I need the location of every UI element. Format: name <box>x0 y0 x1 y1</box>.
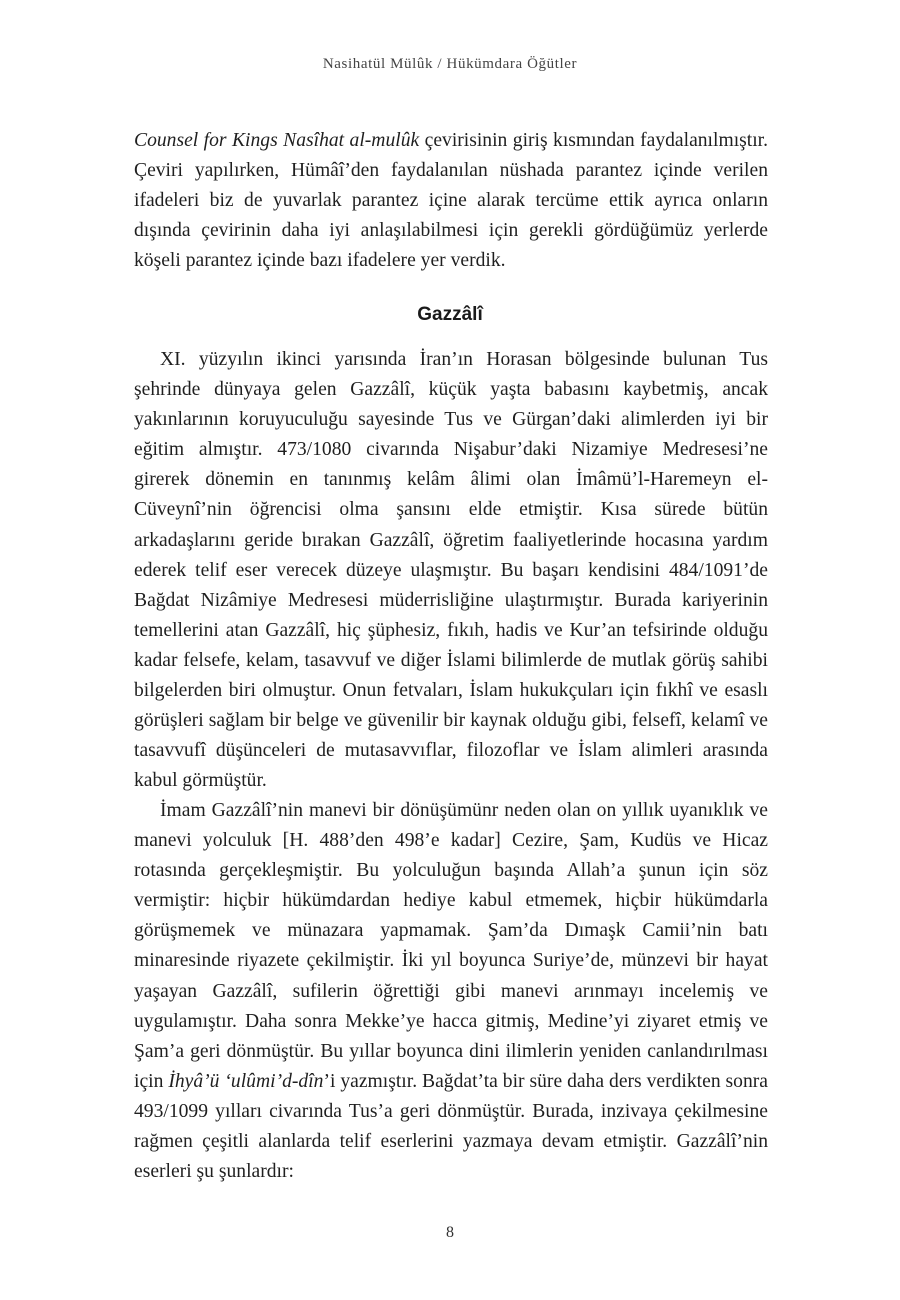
section-heading: Gazzâlî <box>417 304 483 325</box>
biography-paragraph-block <box>134 345 768 796</box>
journey-paragraph-block <box>134 796 768 1187</box>
intro-paragraph-text: çevirisinin giriş kısmından faydalanılmıştır. Çeviri yapılırken, Hümâî’den faydalanılan nüshada parantez içinde verilen ifadeleri biz de yuvarlak parantez içine alarak tercüme ettik ayrıca onların dışında çevirinin daha iyi anlaşılabilmesi için gerekli gördüğümüz yerlerde köşeli parantez içinde bazı ifadelere yer verdik. <box>134 130 768 272</box>
journey-text-after: ’i yazmıştır. Bağdat’ta bir süre daha ders verdikten sonra 493/1099 yılları civarında Tus’a geri dönmüştür. Burada, inzivaya çekilmesine rağmen çeşitli alanlarda telif eserlerini yazmaya devam etmiştir. Gazzâlî’nin eserleri şu şunlardır: <box>134 1070 768 1183</box>
journey-text-before: İmam Gazzâlî’nin manevi bir dönüşümünr neden olan on yıllık uyanıklık ve manevi yolculuk [H. 488’den 498’e kadar] Cezire, Şam, Kudüs ve Hicaz rotasında gerçekleşmiştir. Bu yolculuğun başında Allah’a şunun için söz vermiştir: hiçbir hükümdardan hediye kabul etmemek, hiçbir hükümdarla görüşmemek ve münazara yapmamak. Şam’da Dımaşk Camii’nin batı minaresinde riyazete çekilmiştir. İki yıl boyunca Suriye’de, münzevi bir hayat yaşayan Gazzâlî, sufilerin öğrettiği gibi manevi arınmayı incelemiş ve uygulamıştır. Daha sonra Mekke’ye hacca gitmiş, Medine’yi ziyaret etmiş ve Şam’a geri dönmüştür. Bu yıllar boyunca dini ilimlerin yeniden canlandırılması için <box>134 800 768 1092</box>
intro-paragraph <box>134 126 768 276</box>
running-header: Nasihatül Mülûk / Hükümdara Öğütler <box>322 56 578 72</box>
ihya-book-title: İhyâ’ü ‘ulûmi’d-dîn <box>168 1070 324 1092</box>
intro-paragraph-block <box>134 126 768 276</box>
page-number: 8 <box>446 1224 454 1241</box>
journey-paragraph <box>134 796 768 1187</box>
biography-paragraph: XI. yüzyılın ikinci yarısında İran’ın Horasan bölgesinde bulunan Tus şehrinde dünyaya gelen Gazzâlî, küçük yaşta babasını kaybetmiş, ancak yakınlarının koruyuculuğu sayesinde Tus ve Gürgan’daki alimlerden iyi bir eğitim almıştır. 473/1080 civarında Nişabur’daki Nizamiye Medresesi’ne girerek dönemin en tanınmış kelâm âlimi olan İmâmü’l-Haremeyn el-Cüveynî’nin öğrencisi olma şansını elde etmiştir. Kısa sürede bütün arkadaşlarını geride bırakan Gazzâlî, öğretim faaliyetlerinde hocasına yardım ederek telif eser verecek düzeye ulaşmıştır. Bu başarı kendisini 484/1091’de Bağdat Nizâmiye Medresesi müderrisliğine ulaştırmıştır. Burada kariyerinin temellerini atan Gazzâlî, hiç şüphesiz, fıkıh, hadis ve Kur’an tefsirinde olduğu kadar felsefe, kelam, tasavvuf ve diğer İslami bilimlerde de mutlak görüş sahibi bilgelerden biri olmuştur. Onun fetvaları, İslam hukukçuları için fıkhî ve esaslı görüşleri sağlam bir belge ve güvenilir bir kaynak olduğu gibi, felsefî, kelamî ve tasavvufî düşünceleri de mutasavvıflar, filozoflar ve İslam alimleri arasında kabul görmüştür. <box>134 349 768 792</box>
intro-book-title: Counsel for Kings Nasîhat al-mulûk <box>134 130 420 151</box>
